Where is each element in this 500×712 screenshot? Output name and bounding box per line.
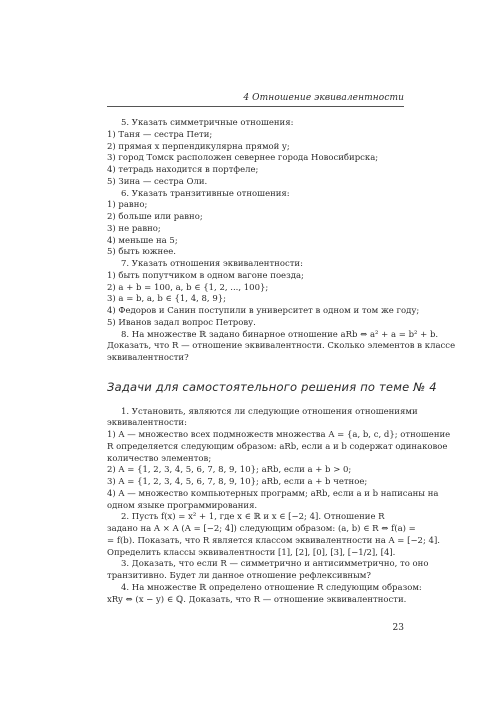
section-heading: Задачи для самостоятельного решения по теме № 4 [107,379,437,394]
text-line: 1) равно; [107,200,148,211]
text-line: 3) не равно; [107,223,161,234]
text-line: 3) a = b, a, b ∈ {1, 4, 8, 9}; [107,294,226,305]
text-line: R определяется следующим образом: aRb, если a и b содержат одинаковое [107,441,448,452]
text-line: 5) Зина — сестра Оли. [107,176,208,187]
text-line: 8. На множестве ℝ задано бинарное отношение aRb ⇔ a² + a = b² + b. [121,329,439,340]
text-line: 4) A — множество компьютерных программ; aRb, если a и b написаны на [107,488,439,499]
text-line: 2) a + b = 100, a, b ∈ {1, 2, ..., 100}; [107,282,269,293]
text-line: эквивалентности: [107,418,187,429]
text-line: 3) A = {1, 2, 3, 4, 5, 6, 7, 8, 9, 10}; aRb, если a + b четное; [107,477,368,487]
text-line: 1) быть попутчиком в одном вагоне поезда; [107,270,304,281]
text-line: 4. На множестве ℝ определено отношение R следующим образом: [121,582,422,593]
text-line: Определить классы эквивалентности [1], [2], [0], [3], [−1/2], [4]. [107,547,396,558]
text-line: xRy ⇔ (x − y) ∈ ℚ. Доказать, что R — отношение эквивалентности. [107,594,407,605]
text-line: 5. Указать симметричные отношения: [121,118,294,128]
self-study-problems [107,406,451,607]
text-line: эквивалентности? [107,353,189,363]
text-line: 4) тетрадь находится в портфеле; [107,165,259,175]
text-line: 7. Указать отношения эквивалентности: [121,259,303,269]
text-line: задано на A × A (A = [−2; 4]) следующим образом: (a, b) ∈ R ⇔ f(a) = [107,524,416,534]
text-line: 6. Указать транзитивные отношения: [121,188,290,199]
text-line: Доказать, что R — отношение эквивалентности. Сколько элементов в классе [107,341,456,352]
page-body [107,118,456,606]
text-line: транзитивно. Будет ли данное отношение рефлексивным? [107,571,371,581]
text-line: 1) A — множество всех подмножеств множества A = {a, b, c, d}; отношение [107,430,451,440]
text-line: 4) меньше на 5; [107,235,178,246]
running-header: 4 Отношение эквивалентности [243,93,404,103]
text-line: 1. Установить, являются ли следующие отношения отношениями [121,406,418,417]
text-line: 5) быть южнее. [107,247,176,258]
text-line: 4) Федоров и Санин поступили в университет в одном и том же году; [107,306,420,316]
text-line: 3) город Томск расположен севернее города Новосибирска; [107,153,379,164]
text-line: 3. Доказать, что если R — симметрично и антисимметрично, то оно [121,559,429,570]
text-line: 5) Иванов задал вопрос Петрову. [107,317,256,328]
text-line: 2) больше или равно; [107,212,203,222]
text-line: 2) A = {1, 2, 3, 4, 5, 6, 7, 8, 9, 10}; aRb, если a + b > 0; [107,465,352,476]
text-line: одном языке программирования. [107,500,258,511]
text-line: 1) Таня — сестра Пети; [107,129,213,140]
text-line: количество элементов; [107,453,212,464]
page-number: 23 [392,623,404,633]
exercise-list [107,118,456,365]
header-rule [107,106,404,107]
text-line: 2. Пусть f(x) = x² + 1, где x ∈ ℝ и x ∈ [−2; 4]. Отношение R [121,512,385,523]
text-line: = f(b). Показать, что R является классом эквивалентности на A = [−2; 4]. [107,535,440,546]
text-line: 2) прямая x перпендикулярна прямой y; [107,141,290,152]
